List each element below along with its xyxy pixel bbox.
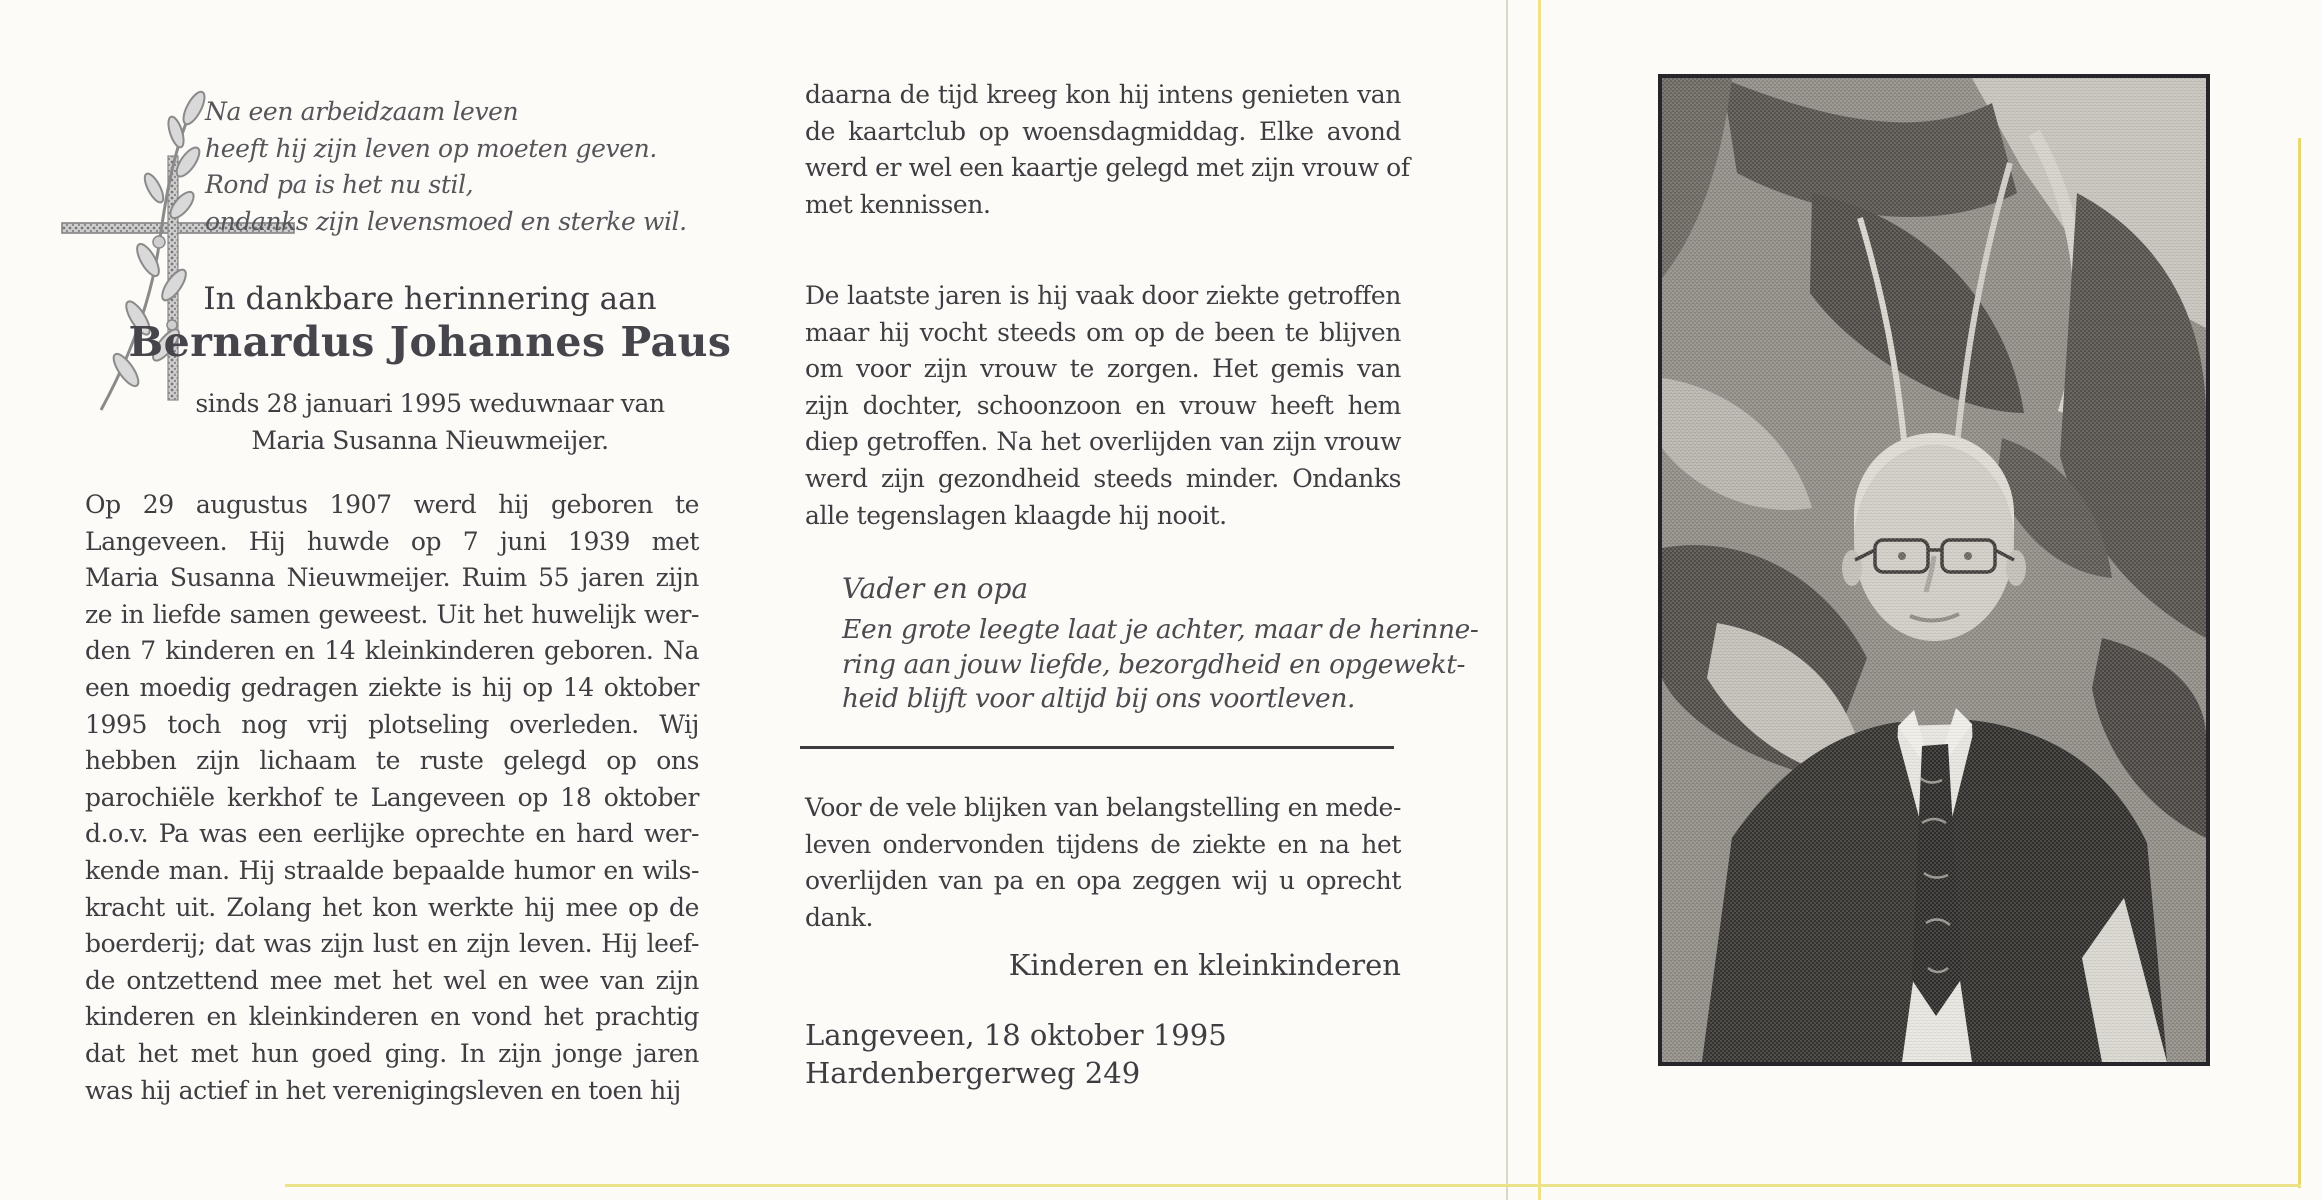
- biography-continuation-paragraph: [805, 77, 1410, 223]
- text-line: om voor zijn vrouw te zorgen. Het gemis van: [805, 354, 1401, 384]
- text-line: den 7 kinderen en 14 kleinkinderen geboren. Na: [85, 636, 699, 666]
- place-date: Langeveen, 18 oktober 1995: [805, 1018, 1227, 1052]
- last-years-paragraph: [805, 278, 1401, 534]
- text-line: werd er wel een kaartje gelegd met zijn vrouw of: [805, 153, 1410, 183]
- signature-line: Kinderen en kleinkinderen: [1008, 948, 1401, 982]
- text-line: overlijden van pa en opa zeggen wij u oprecht: [805, 866, 1401, 896]
- deceased-name: Bernardus Johannes Paus: [128, 318, 732, 366]
- acknowledgement-paragraph: [805, 790, 1401, 936]
- text-line: ring aan jouw liefde, bezorgdheid en opgewekt-: [842, 648, 1466, 680]
- text-line: dank.: [805, 902, 874, 932]
- text-line: Een grote leegte laat je achter, maar de herinne-: [842, 614, 1479, 645]
- text-line: de ontzettend mee met het wel en wee van zijn: [85, 965, 699, 995]
- text-line: Rond pa is het nu stil,: [205, 170, 474, 200]
- text-line: daarna de tijd kreeg kon hij intens genieten van: [805, 80, 1401, 109]
- text-line: werd zijn gezondheid steeds minder. Ondanks: [805, 463, 1401, 493]
- text-line: een moedig gedragen ziekte is hij op 14 oktober: [85, 672, 699, 702]
- text-line: kende man. Hij straalde bepaalde humor en wils-: [85, 855, 699, 885]
- text-line: 1995 toch nog vrij plotseling overleden. Wij: [85, 709, 699, 739]
- tribute-heading: Vader en opa: [842, 572, 1029, 605]
- widower-subtitle: [140, 386, 720, 459]
- text-line: Maria Susanna Nieuwmeijer.: [251, 425, 609, 455]
- divider-rule: [800, 746, 1394, 749]
- text-line: dat het met hun goed ging. In zijn jonge jaren: [85, 1038, 699, 1068]
- text-line: boerderij; dat was zijn lust en zijn leven. Hij leef-: [85, 929, 699, 959]
- page-edge-bottom: [285, 1184, 2301, 1187]
- text-line: kracht uit. Zolang het kon werkte hij mee op de: [85, 892, 699, 922]
- text-line: alle tegenslagen klaagde hij nooit.: [805, 500, 1227, 530]
- text-line: ondanks zijn levensmoed en sterke wil.: [205, 206, 687, 236]
- text-line: Langeveen. Hij huwde op 7 juni 1939 met: [85, 526, 699, 556]
- text-line: was hij actief in het verenigingsleven en toen hij: [85, 1075, 681, 1105]
- opening-poem: [205, 94, 725, 240]
- text-line: Op 29 augustus 1907 werd hij geboren te: [85, 490, 699, 519]
- biography-paragraph: [85, 487, 699, 1109]
- address: Hardenbergerweg 249: [805, 1056, 1141, 1090]
- card-fold-line: [1538, 0, 1541, 1200]
- text-line: leven ondervonden tijdens de ziekte en na het: [805, 829, 1401, 859]
- page-edge-right: [2298, 138, 2301, 1188]
- portrait-photo-graphic: [1662, 78, 2206, 1062]
- text-line: Maria Susanna Nieuwmeijer. Ruim 55 jaren zijn: [85, 563, 699, 593]
- text-line: ze in liefde samen geweest. Uit het huwelijk wer-: [85, 599, 699, 629]
- text-line: heid blijft voor altijd bij ons voortleven.: [842, 683, 1356, 714]
- text-line: parochiële kerkhof te Langeveen op 18 oktober: [85, 782, 699, 812]
- text-line: zijn dochter, schoonzoon en vrouw heeft hem: [805, 390, 1401, 420]
- text-line: sinds 28 januari 1995 weduwnaar van: [195, 389, 665, 418]
- portrait-photo: [1658, 74, 2210, 1066]
- text-line: d.o.v. Pa was een eerlijke oprechte en hard wer-: [85, 819, 699, 849]
- text-line: kinderen en kleinkinderen en vond het prachtig: [85, 1002, 699, 1032]
- place-date-block: [805, 1016, 1227, 1092]
- text-line: Na een arbeidzaam leven: [205, 97, 519, 126]
- text-line: heeft hij zijn leven op moeten geven.: [205, 133, 657, 163]
- text-line: maar hij vocht steeds om op de been te blijven: [805, 317, 1401, 347]
- text-line: hebben zijn lichaam te ruste gelegd op ons: [85, 746, 699, 776]
- card-fold-line-faint: [1506, 0, 1508, 1200]
- text-line: de kaartclub op woensdagmiddag. Elke avond: [805, 116, 1401, 146]
- tribute-text: [842, 613, 1479, 717]
- remembrance-intro: In dankbare herinnering aan: [203, 281, 657, 317]
- text-line: Voor de vele blijken van belangstelling en mede-: [805, 793, 1401, 822]
- text-line: diep getroffen. Na het overlijden van zijn vrouw: [805, 427, 1401, 457]
- text-line: De laatste jaren is hij vaak door ziekte getroffen: [805, 281, 1401, 310]
- text-line: met kennissen.: [805, 189, 991, 219]
